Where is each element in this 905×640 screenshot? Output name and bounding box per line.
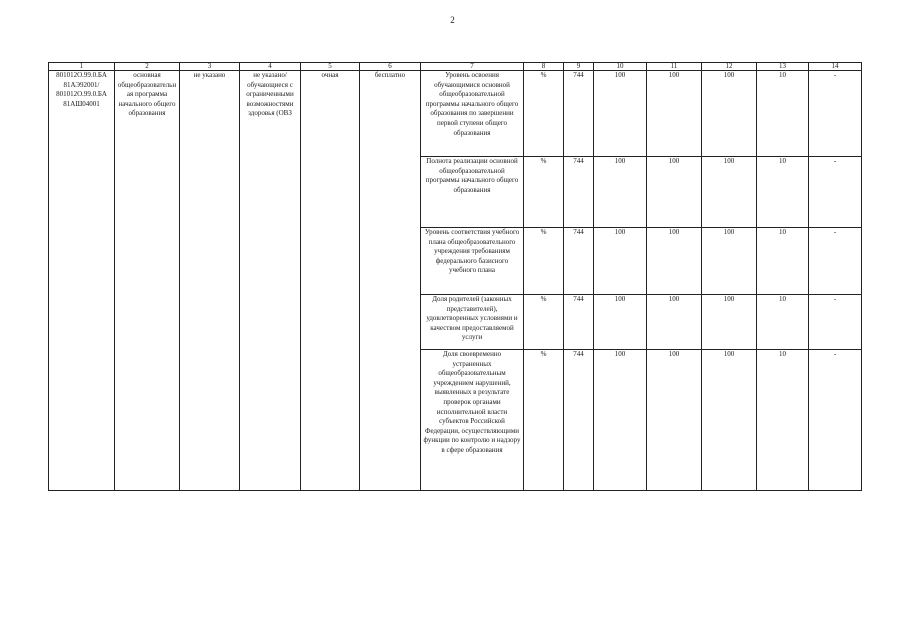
column-header: 7 — [421, 63, 524, 71]
indicator-value: 100 — [647, 228, 702, 295]
indicator-deviation: 10 — [757, 350, 809, 491]
indicator-value: 100 — [702, 350, 757, 491]
indicator-note: - — [809, 157, 862, 228]
indicator-name: Уровень освоения обучающимися основной общеобразовательной программы начального общего образования по завершении первой ступени общего образования — [421, 71, 524, 157]
indicator-value: 100 — [594, 350, 647, 491]
indicator-value: 100 — [647, 295, 702, 350]
column-header: 14 — [809, 63, 862, 71]
indicator-name: Доля своевременно устраненных общеобразовательным учреждением нарушений, выявленных в результате проверок органами исполнительной власти субъектов Российской Федерации, осуществляющими функции по контролю и надзору в сфере образования — [421, 350, 524, 491]
indicator-value: 100 — [594, 295, 647, 350]
indicator-value: 100 — [594, 228, 647, 295]
column-header: 2 — [115, 63, 180, 71]
header-row — [49, 63, 862, 71]
indicator-name: Уровень соответствия учебного плана общеобразовательного учреждения требованиям федерального базисного учебного плана — [421, 228, 524, 295]
indicator-note: - — [809, 295, 862, 350]
indicator-value: 100 — [594, 71, 647, 157]
column-header: 4 — [240, 63, 301, 71]
column-header: 13 — [757, 63, 809, 71]
indicator-note: - — [809, 228, 862, 295]
indicator-unit: % — [524, 228, 564, 295]
indicator-value: 100 — [594, 157, 647, 228]
student-category-cell: не указано/ обучающиеся с ограниченными возможностями здоровья (ОВЗ — [240, 71, 301, 491]
column-header: 3 — [180, 63, 240, 71]
indicator-okei: 744 — [564, 228, 594, 295]
indicator-value: 100 — [647, 350, 702, 491]
indicator-name: Доля родителей (законных представителей), удовлетворенных условиями и качеством предоставляемой услуги — [421, 295, 524, 350]
program-cell: основная общеобразовательная программа начального общего образования — [115, 71, 180, 491]
indicator-unit: % — [524, 295, 564, 350]
indicator-name: Полнота реализации основной общеобразовательной программы начального общего образования — [421, 157, 524, 228]
indicator-unit: % — [524, 157, 564, 228]
page-number: 2 — [450, 15, 455, 25]
column-header: 10 — [594, 63, 647, 71]
indicator-okei: 744 — [564, 71, 594, 157]
indicator-value: 100 — [702, 228, 757, 295]
column-header: 9 — [564, 63, 594, 71]
indicator-deviation: 10 — [757, 157, 809, 228]
indicator-deviation: 10 — [757, 228, 809, 295]
indicator-okei: 744 — [564, 157, 594, 228]
payment-cell: бесплатно — [360, 71, 421, 491]
column-header: 8 — [524, 63, 564, 71]
services-table — [48, 62, 862, 491]
indicator-unit: % — [524, 71, 564, 157]
indicator-unit: % — [524, 350, 564, 491]
indicator-deviation: 10 — [757, 295, 809, 350]
indicator-note: - — [809, 350, 862, 491]
indicator-okei: 744 — [564, 295, 594, 350]
registry-code-cell: 801012О.99.0.БА 81АЭ92001/ 801012О.99.0.БА 81АШ04001 — [49, 71, 115, 491]
indicator-okei: 744 — [564, 350, 594, 491]
column-header: 12 — [702, 63, 757, 71]
indicator-value: 100 — [702, 157, 757, 228]
indicator-value: 100 — [647, 157, 702, 228]
column-header: 11 — [647, 63, 702, 71]
indicator-value: 100 — [702, 71, 757, 157]
column-header: 6 — [360, 63, 421, 71]
table-row — [49, 71, 862, 157]
indicator-deviation: 10 — [757, 71, 809, 157]
indicator-note: - — [809, 71, 862, 157]
column-header: 5 — [301, 63, 360, 71]
indicator-value: 100 — [702, 295, 757, 350]
form-cell: очная — [301, 71, 360, 491]
category-cell: не указано — [180, 71, 240, 491]
column-header: 1 — [49, 63, 115, 71]
indicator-value: 100 — [647, 71, 702, 157]
